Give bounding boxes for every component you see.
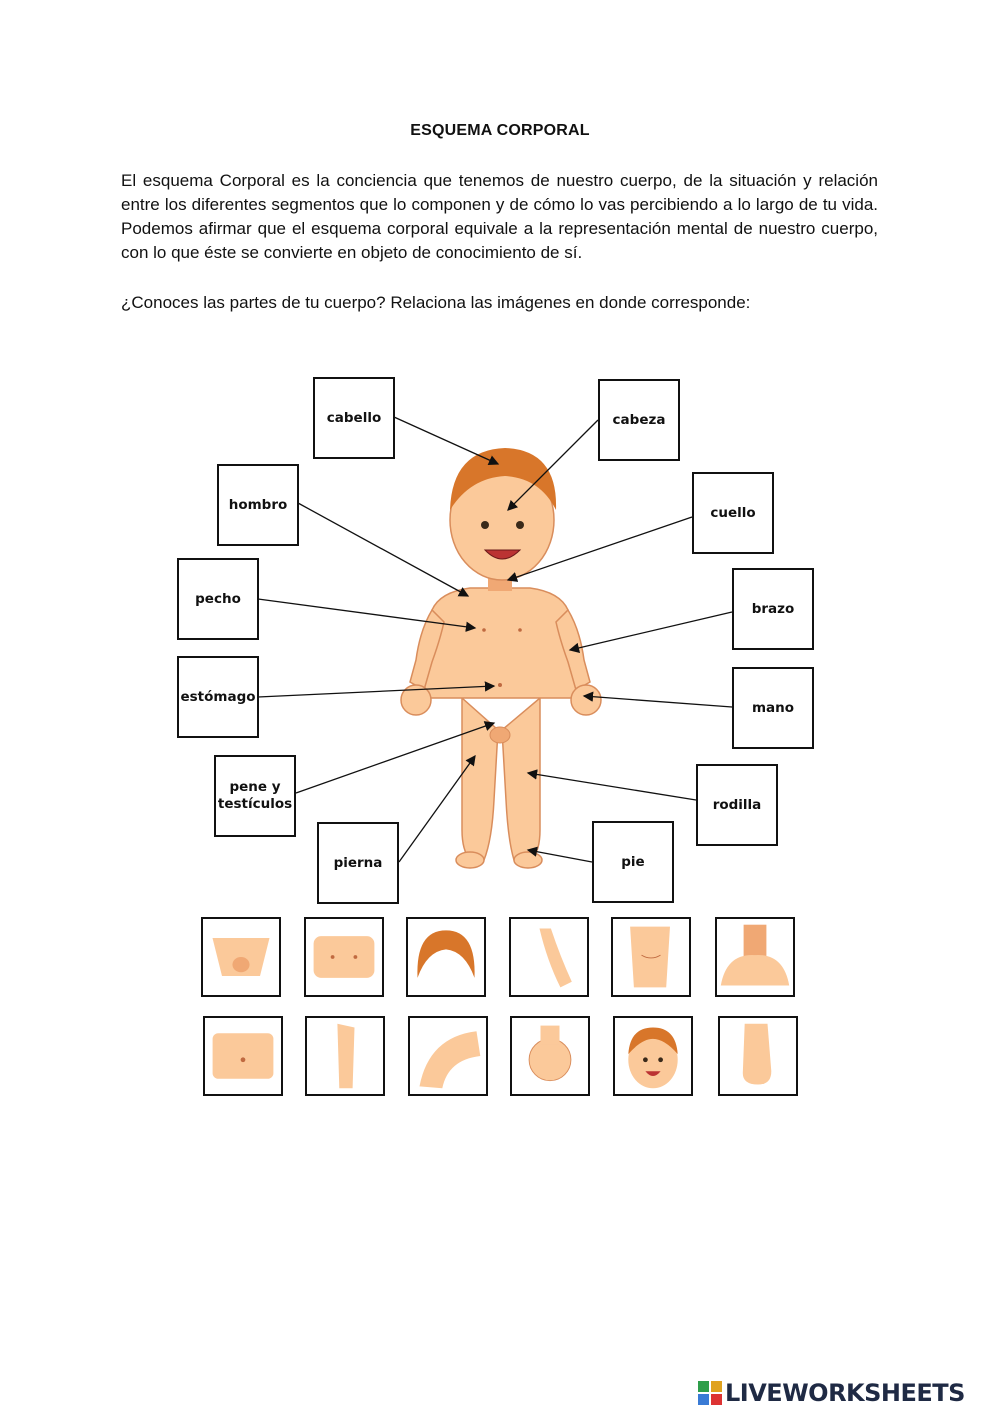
brand-logo [697, 1378, 965, 1408]
hand-tile[interactable] [510, 1016, 590, 1096]
label-estomago[interactable]: estómago [177, 656, 259, 738]
neck-tile[interactable] [715, 917, 795, 997]
label-cuello[interactable]: cuello [692, 472, 774, 554]
arm-tile[interactable] [509, 917, 589, 997]
leg-tile[interactable] [305, 1016, 385, 1096]
brand-name: LIVEWORKSHEETS [725, 1379, 965, 1407]
liveworksheets-icon [697, 1380, 723, 1406]
chest-tile[interactable] [304, 917, 384, 997]
genitals-tile[interactable] [201, 917, 281, 997]
body-figure [0, 360, 1000, 1120]
hair-tile[interactable] [406, 917, 486, 997]
foot-tile[interactable] [718, 1016, 798, 1096]
label-cabeza[interactable]: cabeza [598, 379, 680, 461]
label-pene-testiculos[interactable]: pene y testículos [214, 755, 296, 837]
head-tile[interactable] [613, 1016, 693, 1096]
child-figure [401, 448, 601, 868]
worksheet-title: ESQUEMA CORPORAL [410, 122, 590, 139]
label-pie[interactable]: pie [592, 821, 674, 903]
intro-paragraph: El esquema Corporal es la conciencia que tenemos de nuestro cuerpo, de la situación y relación entre los diferentes segmentos que lo componen y de cómo lo vas percibiendo a lo largo de tu vida. Podemos afirmar que el esquema corporal equivale a la representación mental de nuestro cuerpo, con lo que éste se convierte en objeto de conocimiento de sí. [121, 171, 878, 262]
label-hombro[interactable]: hombro [217, 464, 299, 546]
knee-tile[interactable] [611, 917, 691, 997]
label-mano[interactable]: mano [732, 667, 814, 749]
label-pierna[interactable]: pierna [317, 822, 399, 904]
shoulder-tile[interactable] [408, 1016, 488, 1096]
body-diagram [0, 360, 1000, 1120]
label-rodilla[interactable]: rodilla [696, 764, 778, 846]
stomach-tile[interactable] [203, 1016, 283, 1096]
label-pecho[interactable]: pecho [177, 558, 259, 640]
instruction-question: ¿Conoces las partes de tu cuerpo? Relaciona las imágenes en donde corresponde: [121, 293, 751, 312]
label-cabello[interactable]: cabello [313, 377, 395, 459]
label-brazo[interactable]: brazo [732, 568, 814, 650]
